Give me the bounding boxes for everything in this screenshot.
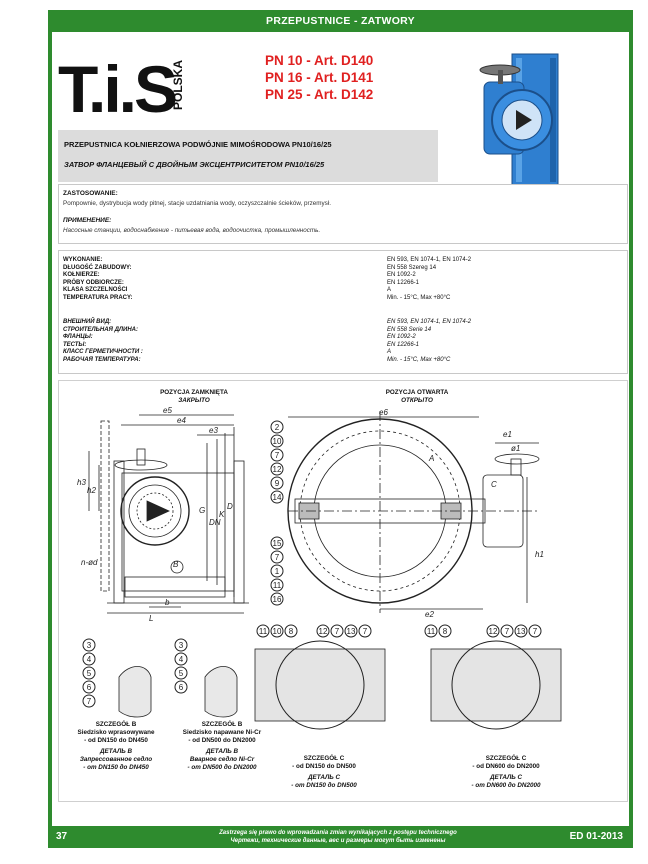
spec-label: DŁUGOŚĆ ZABUDOWY: [63,264,132,271]
spec-value: EN 12266-1 [387,279,420,286]
callout-detail-b [83,681,95,693]
caption-line: - od DN150 do DN450 [84,737,148,744]
spec-label: ФЛАНЦЫ: [63,334,93,341]
dim-o1: ø1 [511,444,521,453]
usage-text-ru: Насосные станции, водоснабжение - питьевая вода, водоочистка, промышленность. [63,227,321,234]
callout-detail-c1 [271,625,283,637]
spec-value: Min. - 15°C, Max +80°C [387,294,451,301]
caption-line: Siedzisko napawane Ni-Cr [182,729,262,736]
svg-text:7: 7 [504,627,510,636]
callout-detail-b2 [175,639,187,651]
title-pl: PRZEPUSTNICA KOŁNIERZOWA PODWÓJNIE MIMOŚRODOWA PN10/16/25 [64,140,332,149]
caption-line: Запрессованное седло [79,756,153,763]
callout-front [271,537,283,549]
svg-text:4: 4 [178,655,184,664]
caption-closed-ru: ЗАКРЫТО [178,397,210,404]
svg-text:5: 5 [86,669,92,678]
right-border [629,32,633,846]
svg-text:15: 15 [272,539,282,548]
dim-bb: B [173,560,179,569]
svg-text:6: 6 [86,683,92,692]
specs-pl-labels [63,257,133,303]
spec-value: EN 12266-1 [387,341,420,348]
callout-detail-b [83,667,95,679]
dim-h1: h1 [535,550,544,559]
callout-front [271,579,283,591]
callout-detail-c1 [345,625,357,637]
spec-label: PRÓBY ODBIORCZE: [63,279,124,286]
footer-note-ru: Чертежи, технические данные, вес и размеры могут быть изменены [230,838,446,844]
callout-detail-c2 [515,625,527,637]
caption-line: Siedzisko wprasowywane [77,729,155,736]
spec-value: EN 593, EN 1074-1, EN 1074-2 [387,319,472,325]
callout-front [271,565,283,577]
callout-detail-b [83,695,95,707]
spec-label: СТРОИТЕЛЬНАЯ ДЛИНА: [63,326,139,333]
dim-d: D [227,502,233,511]
title-box [58,130,438,182]
callout-detail-b2 [175,667,187,679]
left-border [48,32,52,846]
svg-text:7: 7 [274,553,280,562]
svg-text:3: 3 [86,641,92,650]
callout-detail-b [83,639,95,651]
caption-detail-b2 [167,721,277,772]
caption-line: ДЕТАЛЬ В [205,748,239,755]
header-title: PRZEPUSTNICE - ZATWORY [266,15,415,27]
svg-text:13: 13 [516,627,526,636]
dim-a: A [429,454,435,463]
callout-front [271,421,283,433]
svg-text:7: 7 [86,697,92,706]
caption-open-pl: POZYCJA OTWARTA [385,389,449,396]
svg-text:4: 4 [86,655,92,664]
spec-value: A [387,349,392,356]
caption-line: - od DN150 do DN500 [292,763,356,770]
callout-front [271,593,283,605]
page-number: 37 [56,831,68,842]
usage-heading-pl: ZASTOSOWANIE: [63,190,118,197]
caption-line: ДЕТАЛЬ В [99,748,133,755]
spec-label: KLASA SZCZELNOŚCI [63,287,128,294]
caption-line: SZCZEGÓŁ B [201,721,243,728]
footer-note [158,829,518,845]
svg-text:5: 5 [178,669,184,678]
caption-line: - od DN500 do DN2000 [188,737,256,744]
spec-label: РАБОЧАЯ ТЕМПЕРАТУРА: [63,356,141,363]
caption-line: SZCZEGÓŁ B [95,721,137,728]
caption-line: SZCZEGÓŁ C [485,755,527,762]
callout-detail-c1 [285,625,297,637]
callout-front [271,435,283,447]
specs-ru-values [387,319,471,365]
dim-h3: h3 [77,478,86,487]
caption-detail-b1 [61,721,171,772]
caption-line: - от DN600 до DN2000 [471,782,541,789]
caption-line: SZCZEGÓŁ C [303,755,345,762]
callout-detail-c2 [501,625,513,637]
spec-label: KOŁNIERZE: [63,272,100,279]
dim-e6: e6 [379,408,388,417]
svg-text:2: 2 [274,423,280,432]
callout-front [271,449,283,461]
dim-h2: h2 [87,486,96,495]
svg-text:1: 1 [274,567,280,576]
caption-line: ДЕТАЛЬ С [489,774,523,781]
callout-front [271,551,283,563]
callout-detail-b [83,653,95,665]
usage-text-pl: Pompownie, dystrybucja wody pitnej, stacje uzdatniania wody, oczyszczalnie ścieków, przemysł. [63,200,331,207]
svg-text:12: 12 [318,627,328,636]
svg-text:11: 11 [272,581,282,590]
caption-line: - от DN150 до DN500 [291,782,357,789]
callout-detail-c2 [529,625,541,637]
spec-label: WYKONANIE: [63,257,103,263]
svg-text:8: 8 [288,627,294,636]
callout-detail-c2 [439,625,451,637]
spec-value: A [387,287,392,294]
caption-detail-c2 [451,755,561,790]
svg-text:11: 11 [426,627,436,636]
caption-line: Вварное седло Ni-Cr [189,756,255,763]
spec-value: Min. - 15°C, Max +80°C [387,356,451,363]
dim-e4: e4 [177,416,186,425]
dim-nd: n-ød [81,558,98,567]
callout-front [271,463,283,475]
spec-label: КЛАСС ГЕРМЕТИЧНОСТИ : [63,349,143,356]
title-ru: ЗАТВОР ФЛАНЦЕВЫЙ С ДВОЙНЫМ ЭКСЦЕНТРИСИТЕТОМ PN10/16/25 [64,160,325,169]
specs-pl-values [387,257,471,303]
caption-line: ДЕТАЛЬ С [307,774,341,781]
caption-line: - от DN150 до DN450 [83,764,149,771]
dim-l: L [149,614,154,623]
spec-value: EN 558 Szereg 14 [387,264,437,271]
caption-line: - от DN500 до DN2000 [187,764,257,771]
caption-line: - od DN600 do DN2000 [472,763,540,770]
dim-b: b [165,598,170,607]
svg-text:3: 3 [178,641,184,650]
callout-detail-c2 [487,625,499,637]
usage-box [58,184,628,244]
svg-text:12: 12 [272,465,282,474]
spec-value: EN 558 Serie 14 [387,326,432,333]
callout-detail-c2 [425,625,437,637]
footer-bar [48,826,633,848]
callout-detail-c1 [317,625,329,637]
dim-dn: DN [209,518,221,527]
svg-text:10: 10 [272,627,282,636]
spec-value: EN 1092-2 [387,334,416,341]
caption-detail-c1 [269,755,379,790]
specs-box [58,250,628,374]
product-image [476,44,576,194]
callout-detail-c1 [257,625,269,637]
svg-text:6: 6 [178,683,184,692]
svg-text:11: 11 [258,627,268,636]
dim-e3: e3 [209,426,218,435]
svg-text:7: 7 [362,627,368,636]
footer-note-pl: Zastrzega się prawo do wprowadzania zmian wynikających z postępu technicznego [219,830,457,836]
article-pn25: PN 25 - Art. D142 [265,87,374,102]
svg-text:8: 8 [442,627,448,636]
dim-g: G [199,506,206,515]
article-list [265,52,373,103]
spec-value: EN 1092-2 [387,272,416,279]
caption-open-ru: ОТКРЫТО [401,397,433,404]
callout-detail-b2 [175,653,187,665]
specs-ru-labels [63,319,143,365]
logo-sub: POLSKA [171,59,185,110]
callout-detail-c1 [359,625,371,637]
svg-text:9: 9 [274,479,280,488]
callout-front [271,477,283,489]
caption-closed-pl: POZYCJA ZAMKNIĘTA [160,389,228,396]
dim-k: K [219,510,225,519]
article-pn16: PN 16 - Art. D141 [265,70,374,85]
svg-text:10: 10 [272,437,282,446]
header-bar [48,10,633,32]
svg-text:7: 7 [334,627,340,636]
technical-drawing [58,380,628,802]
logo-letters: T.i.S [58,52,176,122]
spec-value: EN 593, EN 1074-1, EN 1074-2 [387,257,472,263]
edition-label: ED 01-2013 [569,831,623,842]
svg-text:7: 7 [274,451,280,460]
callout-front [271,491,283,503]
callout-detail-b2 [175,681,187,693]
article-pn10: PN 10 - Art. D140 [265,53,374,68]
svg-text:14: 14 [272,493,282,502]
svg-text:7: 7 [532,627,538,636]
svg-text:16: 16 [272,595,282,604]
dim-e2: e2 [425,610,434,619]
tis-logo [58,44,198,122]
spec-label: ТЕСТЫ: [63,341,87,348]
usage-heading-ru: ПРИМЕНЕНИЕ: [63,217,112,224]
dim-e1: e1 [503,430,512,439]
spec-label: ВНЕШНИЙ ВИД: [63,319,112,325]
svg-text:13: 13 [346,627,356,636]
dim-c: C [491,480,497,489]
svg-text:12: 12 [488,627,498,636]
dim-e5: e5 [163,406,172,415]
callout-detail-c1 [331,625,343,637]
spec-label: TEMPERATURA PRACY: [63,294,133,301]
